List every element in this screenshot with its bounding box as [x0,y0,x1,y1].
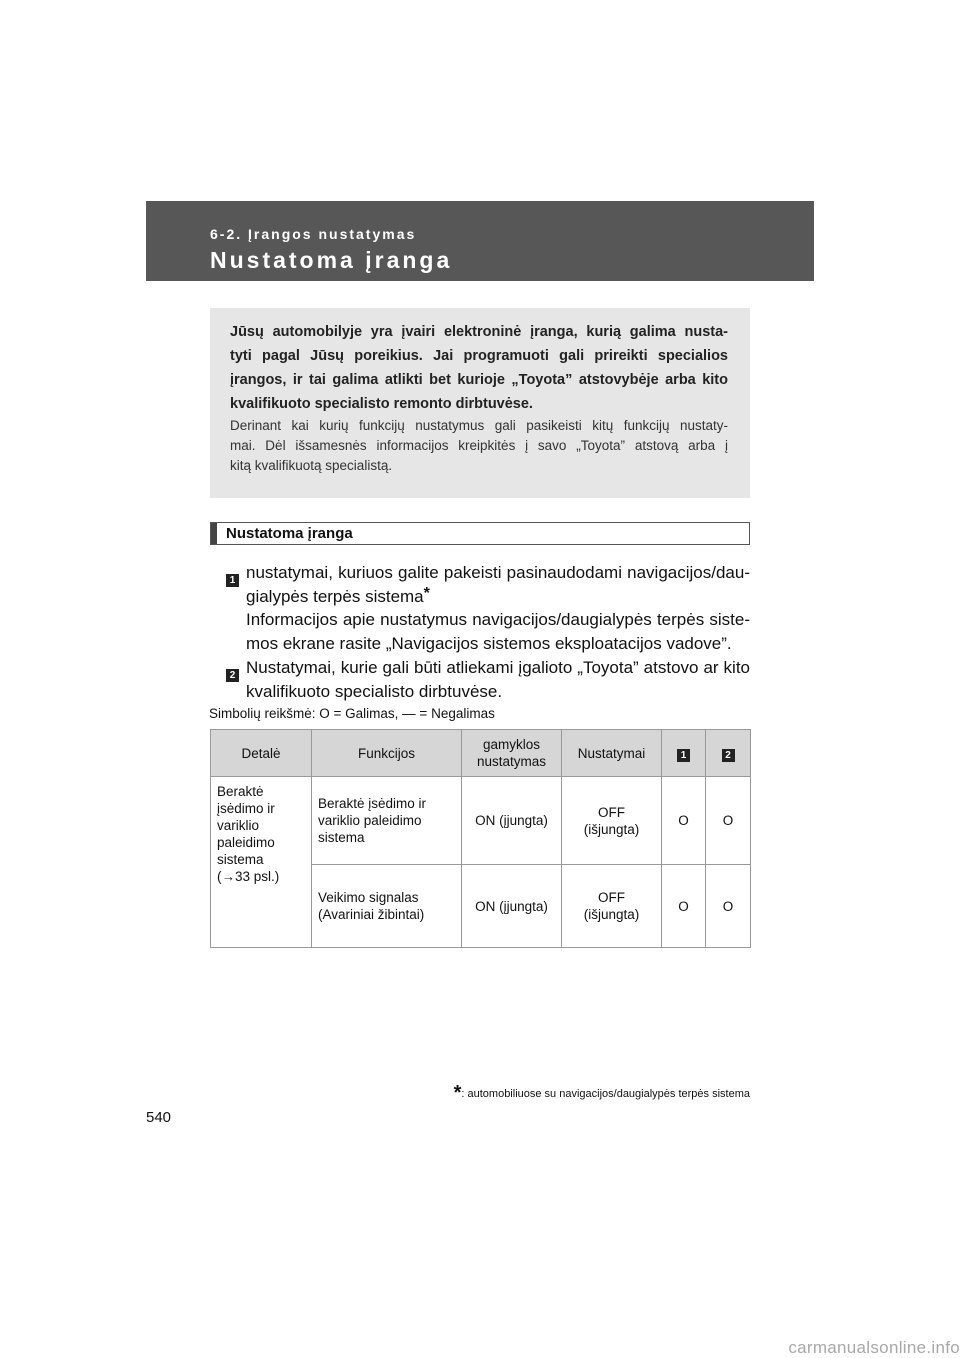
intro-line: tyti pagal Jūsų poreikius. Jai programuoti gali prireikti specialios [230,348,728,364]
settings-line: OFF [598,804,625,820]
intro-paragraph [230,320,728,416]
item-text [246,561,750,655]
item-line [246,585,750,609]
subheading-box [210,522,750,545]
detail-cell [211,777,312,948]
number-1-icon: 1 [677,749,690,762]
footnote-asterisk: * [453,1082,462,1104]
item-line: nustatymai, kuriuos galite pakeisti pasinaudodami navigacijos/dau- [246,563,750,582]
asterisk-mark: * [423,584,430,602]
item-text [246,656,750,703]
page-number: 540 [146,1109,172,1126]
availability-2-cell: O [706,865,751,948]
section-label: 6-2. Įrangos nustatymas [210,226,417,242]
column-header-1 [662,730,706,777]
footnote [454,1082,750,1105]
detail-line: paleidimo [217,835,275,850]
section-header-band [146,201,814,281]
column-header-settings: Nustatymai [562,730,662,777]
function-cell [312,865,462,948]
note-line: kitą kvalifikuotą specialistą. [230,458,393,473]
header-line: gamyklos [482,737,541,752]
header-line: nustatymas [476,754,547,769]
function-cell [312,777,462,865]
item-line: mos ekrane rasite „Navigacijos sistemos eksploatacijos vadove”. [246,633,732,653]
column-header-2 [706,730,751,777]
function-line: sistema [318,830,365,845]
detail-line: įsėdimo ir [217,801,275,816]
footnote-text: : automobiliuose su navigacijos/daugialypės terpės sistema [461,1088,750,1100]
symbol-legend: Simbolių reikšmė: O = Galimas, — = Negalimas [209,706,495,721]
item-badge [226,566,239,590]
settings-cell [562,777,662,865]
default-cell: ON (įjungta) [462,865,562,948]
intro-box [210,308,750,498]
intro-line: įrangos, ir tai galima atlikti bet kurioje „Toyota” atstovybėje arba kito [230,372,728,388]
function-line: variklio paleidimo [318,813,422,828]
settings-table [210,729,751,948]
intro-line: kvalifikuoto specialisto remonto dirbtuvėse. [230,396,533,412]
availability-1-cell: O [662,865,706,948]
column-header-detail: Detalė [211,730,312,777]
column-header-functions: Funkcijos [312,730,462,777]
detail-line: variklio [217,818,260,833]
number-1-icon: 1 [226,574,239,587]
availability-2-cell: O [706,777,751,865]
detail-line: (→33 psl.) [217,869,280,884]
list-item [226,561,750,655]
detail-line: Beraktė [217,784,264,799]
settings-line: (išjungta) [583,821,640,837]
availability-1-cell: O [662,777,706,865]
number-2-icon: 2 [722,749,735,762]
number-2-icon: 2 [226,669,239,682]
intro-note [230,416,728,476]
item-badge [226,661,239,685]
list-item [226,656,750,703]
item-line-text: gialypės terpės sistema [246,586,424,606]
item-line: Informacijos apie nustatymus navigacijos/daugialypės terpės siste- [246,610,750,629]
detail-line: sistema [217,852,264,867]
item-line: Nustatymai, kurie gali būti atliekami įgalioto „Toyota” atstovo ar kito [246,658,750,677]
table-header-row [211,730,751,777]
settings-line: (išjungta) [583,907,640,922]
note-line: mai. Dėl išsamesnės informacijos kreipkitės į savo „Toyota” atstovą arba į [230,438,728,453]
intro-line: Jūsų automobilyje yra įvairi elektroninė įranga, kurią galima nusta- [230,324,728,340]
function-line: (Avariniai žibintai) [318,907,425,922]
item-line: kvalifikuoto specialisto dirbtuvėse. [246,681,503,701]
settings-cell [562,865,662,948]
default-cell: ON (įjungta) [462,777,562,865]
table-row [211,777,751,865]
watermark: carmanualsonline.info [788,1338,960,1357]
function-line: Veikimo signalas [318,890,419,905]
function-line: Beraktė įsėdimo ir [318,796,427,811]
subheading-title: Nustatoma įranga [226,525,353,542]
page-title: Nustatoma įranga [210,247,453,273]
settings-line: OFF [598,890,625,905]
column-header-default [462,730,562,777]
subheading-bar [211,523,217,544]
note-line: Derinant kai kurių funkcijų nustatymus gali pasikeisti kitų funkcijų nustaty- [230,418,728,433]
